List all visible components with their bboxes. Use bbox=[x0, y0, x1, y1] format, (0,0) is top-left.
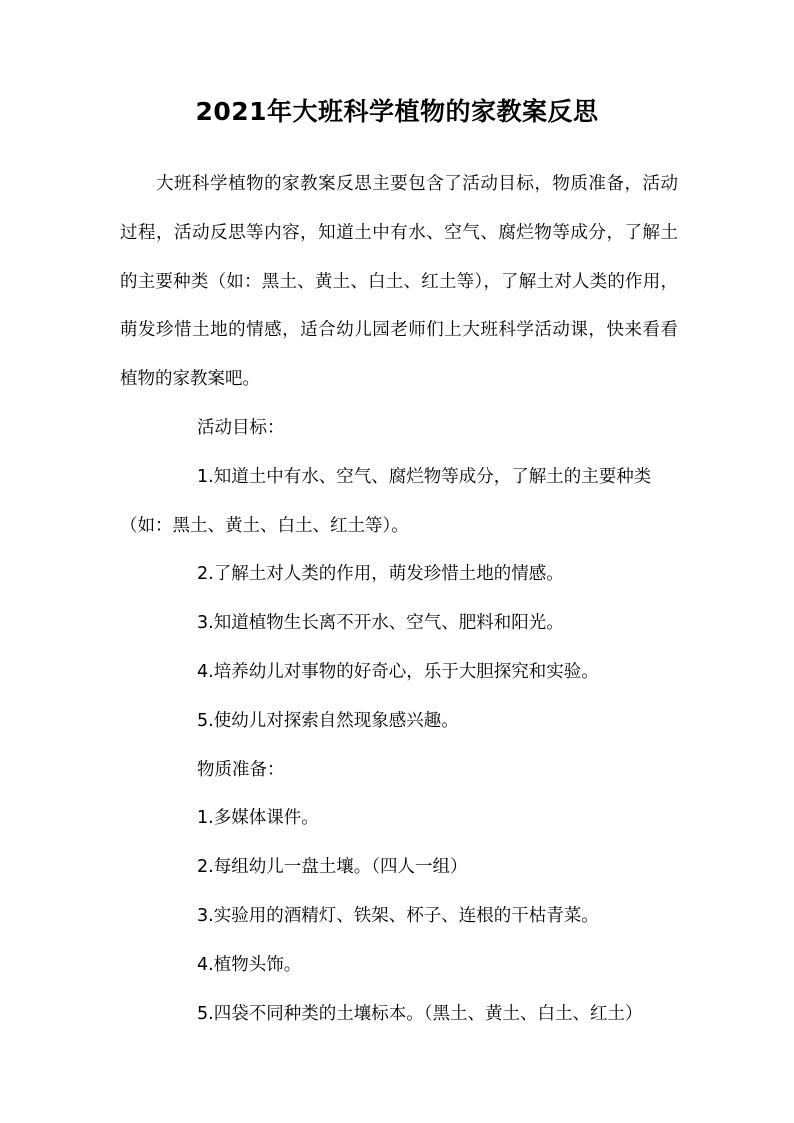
material-item-3: 3.实验用的酒精灯、铁架、杯子、连根的干枯青菜。 bbox=[197, 905, 599, 926]
material-item-1: 1.多媒体课件。 bbox=[197, 808, 319, 829]
goal-item-2: 2.了解土对人类的作用，萌发珍惜土地的情感。 bbox=[197, 564, 564, 585]
intro-paragraph: 大班科学植物的家教案反思主要包含了活动目标，物质准备，活动过程，活动反思等内容，知道土中有水、空气、腐烂物等成分，了解土的主要种类（如：黑土、黄土、白土、红土等），了解土对人类的作用，萌发珍惜土地的情感，适合幼儿园老师们上大班科学活动课，快来看看植物的家教案吧。 bbox=[120, 174, 678, 390]
goal-item-1: 1.知道土中有水、空气、腐烂物等成分，了解土的主要种类（如：黑土、黄土、白土、红土等）。 bbox=[120, 466, 652, 536]
goal-item-3: 3.知道植物生长离不开水、空气、肥料和阳光。 bbox=[197, 613, 564, 634]
goals-heading: 活动目标： bbox=[197, 417, 285, 438]
goal-item-4: 4.培养幼儿对事物的好奇心，乐于大胆探究和实验。 bbox=[197, 661, 599, 682]
page-title: 2021年大班科学植物的家教案反思 bbox=[195, 97, 599, 126]
document-body bbox=[120, 160, 678, 1038]
material-item-2: 2.每组幼儿一盘土壤。（四人一组） bbox=[197, 857, 468, 878]
materials-heading: 物质准备： bbox=[197, 759, 285, 780]
material-item-4: 4.植物头饰。 bbox=[197, 954, 302, 975]
goal-item-5: 5.使幼儿对探索自然现象感兴趣。 bbox=[197, 710, 459, 731]
material-item-5: 5.四袋不同种类的土壤标本。（黑土、黄土、白土、红土） bbox=[197, 1003, 643, 1024]
